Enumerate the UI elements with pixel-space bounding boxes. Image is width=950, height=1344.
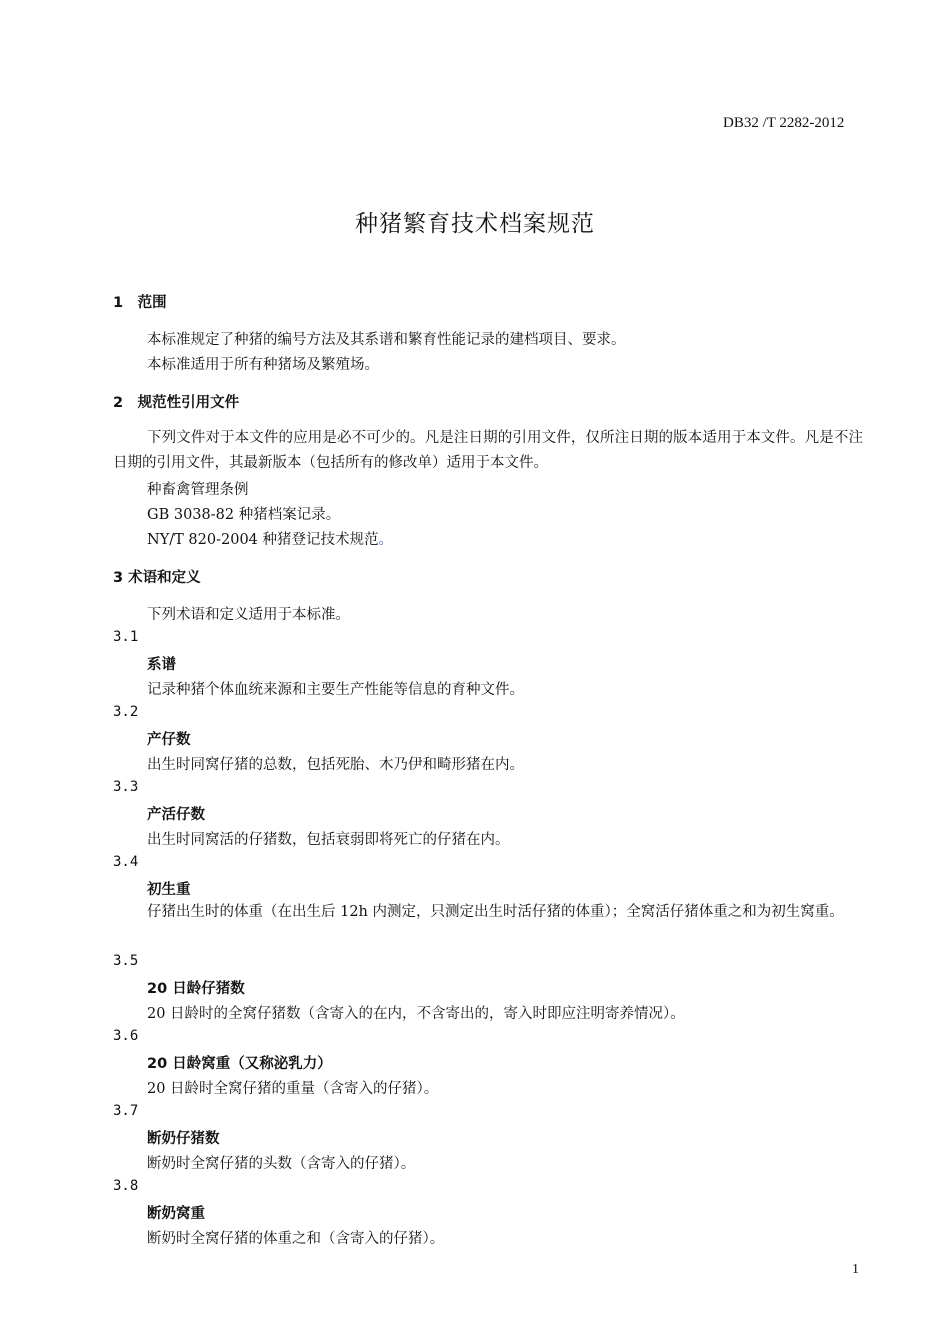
- reference-2: GB 3038-82 种猪档案记录。: [147, 507, 341, 523]
- term-number: 3.5: [113, 953, 139, 969]
- term-number: 3.3: [113, 779, 139, 795]
- term-definition: 断奶时全窝仔猪的头数（含寄入的仔猪）。: [147, 1156, 416, 1172]
- term-name: 产仔数: [147, 732, 191, 748]
- term-number: 3.7: [113, 1103, 139, 1119]
- section-2-heading: 2 规范性引用文件: [113, 395, 240, 411]
- term-definition: 20 日龄时的全窝仔猪数（含寄入的在内，不含寄出的，寄入时即应注明寄养情况）。: [147, 1006, 685, 1022]
- term-name: 产活仔数: [147, 807, 205, 823]
- term-number: 3.6: [113, 1028, 139, 1044]
- term-definition: 20 日龄时全窝仔猪的重量（含寄入的仔猪）。: [147, 1081, 439, 1097]
- term-name: 初生重: [147, 882, 191, 898]
- section-1-paragraph-1: 本标准规定了种猪的编号方法及其系谱和繁育性能记录的建档项目、要求。: [147, 332, 626, 348]
- term-definition: 记录种猪个体血统来源和主要生产性能等信息的育种文件。: [147, 682, 524, 698]
- term-number: 3.4: [113, 854, 139, 870]
- term-definition: 出生时同窝活的仔猪数，包括衰弱即将死亡的仔猪在内。: [147, 832, 510, 848]
- term-name: 系谱: [147, 657, 176, 673]
- page-number: 1: [852, 1262, 859, 1277]
- term-number: 3.8: [113, 1178, 139, 1194]
- standard-number: DB32 /T 2282-2012: [723, 115, 845, 131]
- reference-3-period: 。: [378, 532, 394, 548]
- section-2-paragraph: 下列文件对于本文件的应用是必不可少的。凡是注日期的引用文件，仅所注日期的版本适用于本文件。凡是不注日期的引用文件，其最新版本（包括所有的修改单）适用于本文件。: [113, 430, 863, 471]
- term-name: 20 日龄窝重（又称泌乳力）: [147, 1056, 332, 1072]
- reference-1: 种畜禽管理条例: [147, 482, 249, 498]
- term-definition: 仔猪出生时的体重（在出生后 12h 内测定，只测定出生时活仔猪的体重）；全窝活仔猪体重之和为初生窝重。: [147, 904, 844, 920]
- reference-3: [147, 528, 393, 549]
- term-name: 断奶窝重: [147, 1206, 205, 1222]
- reference-3-text: NY/T 820-2004 种猪登记技术规范: [147, 532, 379, 548]
- section-1-heading: 1 范围: [113, 295, 167, 311]
- term-number: 3.1: [113, 629, 139, 645]
- section-3-heading: 3 术语和定义: [113, 570, 201, 586]
- term-definition: 断奶时全窝仔猪的体重之和（含寄入的仔猪）。: [147, 1231, 445, 1247]
- document-title: 种猪繁育技术档案规范: [355, 211, 595, 237]
- section-1-paragraph-2: 本标准适用于所有种猪场及繁殖场。: [147, 357, 379, 373]
- term-name: 断奶仔猪数: [147, 1131, 220, 1147]
- term-name: 20 日龄仔猪数: [147, 981, 245, 997]
- section-3-intro: 下列术语和定义适用于本标准。: [147, 607, 350, 623]
- term-number: 3.2: [113, 704, 139, 720]
- term-definition: 出生时同窝仔猪的总数，包括死胎、木乃伊和畸形猪在内。: [147, 757, 524, 773]
